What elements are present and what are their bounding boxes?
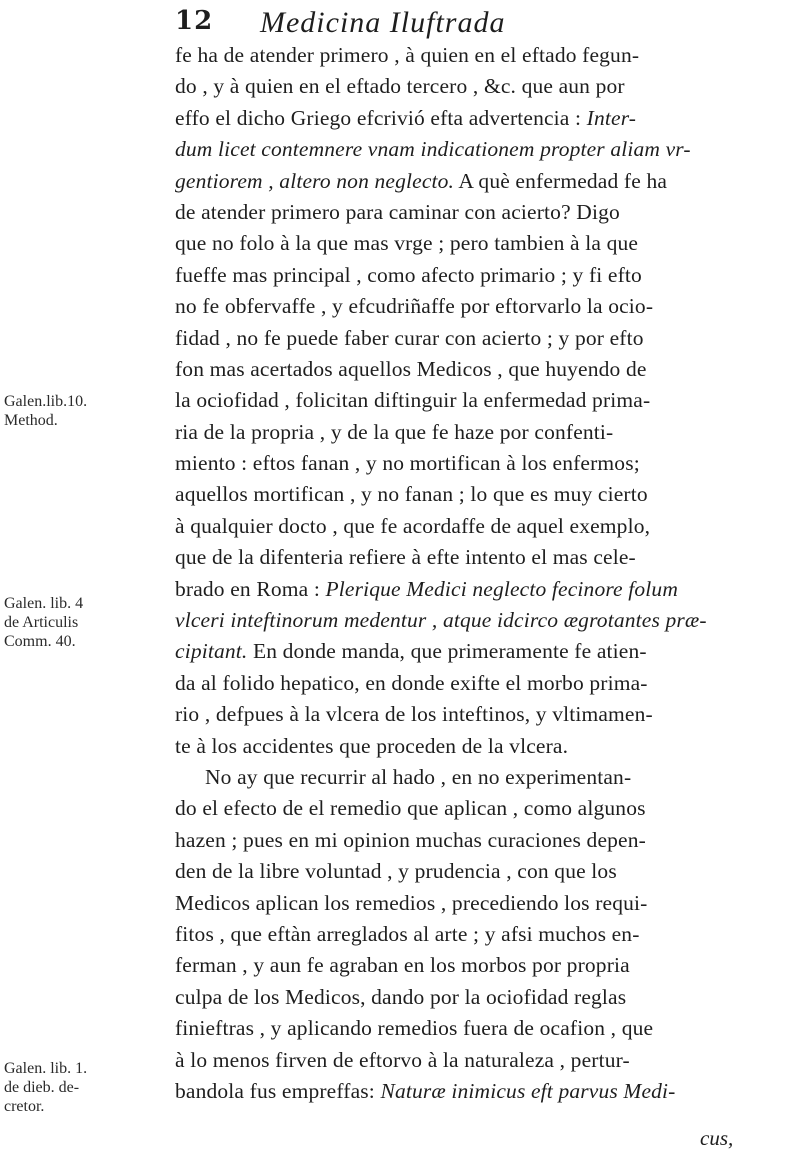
text-segment: miento : eftos fanan , y no mortifican à los enfermos; <box>175 451 640 476</box>
text-line <box>175 40 787 71</box>
margin-note-line: cretor. <box>4 1098 45 1115</box>
text-segment: rio , defpues à la vlcera de los inteftinos, y vltimamen- <box>175 702 653 727</box>
text-line <box>175 103 787 134</box>
text-segment: brado en Roma : <box>175 576 326 601</box>
text-segment: la ociofidad , folicitan diftinguir la enfermedad prima- <box>175 388 651 413</box>
text-line <box>175 166 787 197</box>
text-line <box>175 71 787 102</box>
text-line <box>175 354 787 385</box>
text-segment: fueffe mas principal , como afecto primario ; y fi efto <box>175 262 642 287</box>
text-segment: fitos , que eftàn arreglados al arte ; y afsi muchos en- <box>175 921 640 946</box>
text-line <box>175 950 787 981</box>
text-segment: effo el dicho Griego efcrivió efta advertencia : <box>175 105 587 130</box>
margin-note-line: Comm. 40. <box>4 633 76 650</box>
text-line <box>175 448 787 479</box>
catchword: cus, <box>700 1126 734 1150</box>
text-segment: No ay que recurrir al hado , en no experimentan- <box>205 764 632 789</box>
text-segment: à qualquier docto , que fe acordaffe de aquel exemplo, <box>175 513 651 538</box>
text-line <box>175 1045 787 1076</box>
running-head <box>175 6 775 42</box>
margin-note-line: Galen.lib.10. <box>4 393 88 410</box>
text-segment: Medicos aplican los remedios , precediendo los requi- <box>175 890 648 915</box>
text-line <box>175 668 787 699</box>
text-line <box>175 291 787 322</box>
text-segment: A què enfermedad fe ha <box>454 168 668 193</box>
text-segment: En donde manda, que primeramente fe atien- <box>247 639 647 664</box>
text-segment: te à los accidentes que proceden de la vlcera. <box>175 733 569 758</box>
margin-note-2 <box>4 594 154 651</box>
text-line <box>175 197 787 228</box>
text-line <box>175 511 787 542</box>
text-segment: no fe obfervaffe , y efcudriñaffe por eftorvarlo la ocio- <box>175 294 654 319</box>
text-line <box>175 260 787 291</box>
text-line <box>175 542 787 573</box>
text-segment: que no folo à la que mas vrge ; pero tambien à la que <box>175 231 639 256</box>
text-line <box>175 479 787 510</box>
text-line <box>175 134 787 165</box>
margin-note-line: Method. <box>4 412 58 429</box>
text-line <box>175 417 787 448</box>
margin-note-line: Galen. lib. 1. <box>4 1060 88 1077</box>
text-segment: da al folido hepatico, en donde exifte el morbo prima- <box>175 670 648 695</box>
text-line <box>175 228 787 259</box>
text-segment: finieftras , y aplicando remedios fuera de ocafion , que <box>175 1016 654 1041</box>
text-line <box>175 605 787 636</box>
text-segment: fe ha de atender primero , à quien en el eftado fegun- <box>175 43 640 67</box>
text-line <box>175 919 787 950</box>
margin-note-1 <box>4 392 154 430</box>
text-segment: do el efecto de el remedio que aplican , como algunos <box>175 796 646 821</box>
text-segment: que de la difenteria refiere à efte intento el mas cele- <box>175 545 636 570</box>
margin-note-3 <box>4 1059 154 1116</box>
italic-segment: dum licet contemnere vnam indicationem propter aliam vr- <box>175 137 691 162</box>
text-segment: de atender primero para caminar con acierto? Digo <box>175 199 620 224</box>
text-segment: à lo menos firven de eftorvo à la naturaleza , pertur- <box>175 1047 630 1072</box>
text-line <box>175 856 787 887</box>
italic-segment: cipitant. <box>175 639 248 664</box>
italic-segment: gentiorem , altero non neglecto. <box>175 168 455 193</box>
text-segment: ferman , y aun fe agraban en los morbos por propria <box>175 953 630 978</box>
text-line <box>175 1013 787 1044</box>
margin-note-line: de dieb. de- <box>4 1079 80 1096</box>
text-line <box>175 888 787 919</box>
italic-segment: Inter- <box>586 105 637 130</box>
running-title: Medicina Iluftrada <box>260 6 506 39</box>
text-segment: hazen ; pues en mi opinion muchas curaciones depen- <box>175 827 646 852</box>
text-line <box>175 793 787 824</box>
text-line <box>175 323 787 354</box>
text-segment: culpa de los Medicos, dando por la ociofidad reglas <box>175 984 627 1009</box>
text-line <box>175 1076 787 1107</box>
margin-note-line: de Articulis <box>4 614 79 631</box>
text-segment: ria de la propria , y de la que fe haze por confenti- <box>175 419 614 444</box>
text-line <box>175 982 787 1013</box>
text-line <box>175 385 787 416</box>
italic-segment: Naturæ inimicus eft parvus Medi- <box>380 1078 676 1103</box>
text-line <box>175 762 787 793</box>
text-segment: fidad , no fe puede faber curar con acierto ; y por efto <box>175 325 644 350</box>
text-line <box>175 636 787 667</box>
margin-note-line: Galen. lib. 4 <box>4 595 84 612</box>
text-line <box>175 699 787 730</box>
text-segment: do , y à quien en el eftado tercero , &c. que aun por <box>175 74 625 99</box>
body-text <box>175 40 787 1107</box>
text-segment: fon mas acertados aquellos Medicos , que huyendo de <box>175 356 647 381</box>
italic-segment: vlceri inteftinorum medentur , atque idcirco ægrotantes præ- <box>175 608 707 633</box>
text-line <box>175 574 787 605</box>
text-line <box>175 825 787 856</box>
text-line <box>175 731 787 762</box>
text-segment: den de la libre voluntad , y prudencia , con que los <box>175 859 617 884</box>
page-number: 12 <box>175 6 214 36</box>
text-segment: aquellos mortifican , y no fanan ; lo que es muy cierto <box>175 482 648 507</box>
text-segment: bandola fus empreffas: <box>175 1078 381 1103</box>
italic-segment: Plerique Medici neglecto fecinore folum <box>325 576 679 601</box>
